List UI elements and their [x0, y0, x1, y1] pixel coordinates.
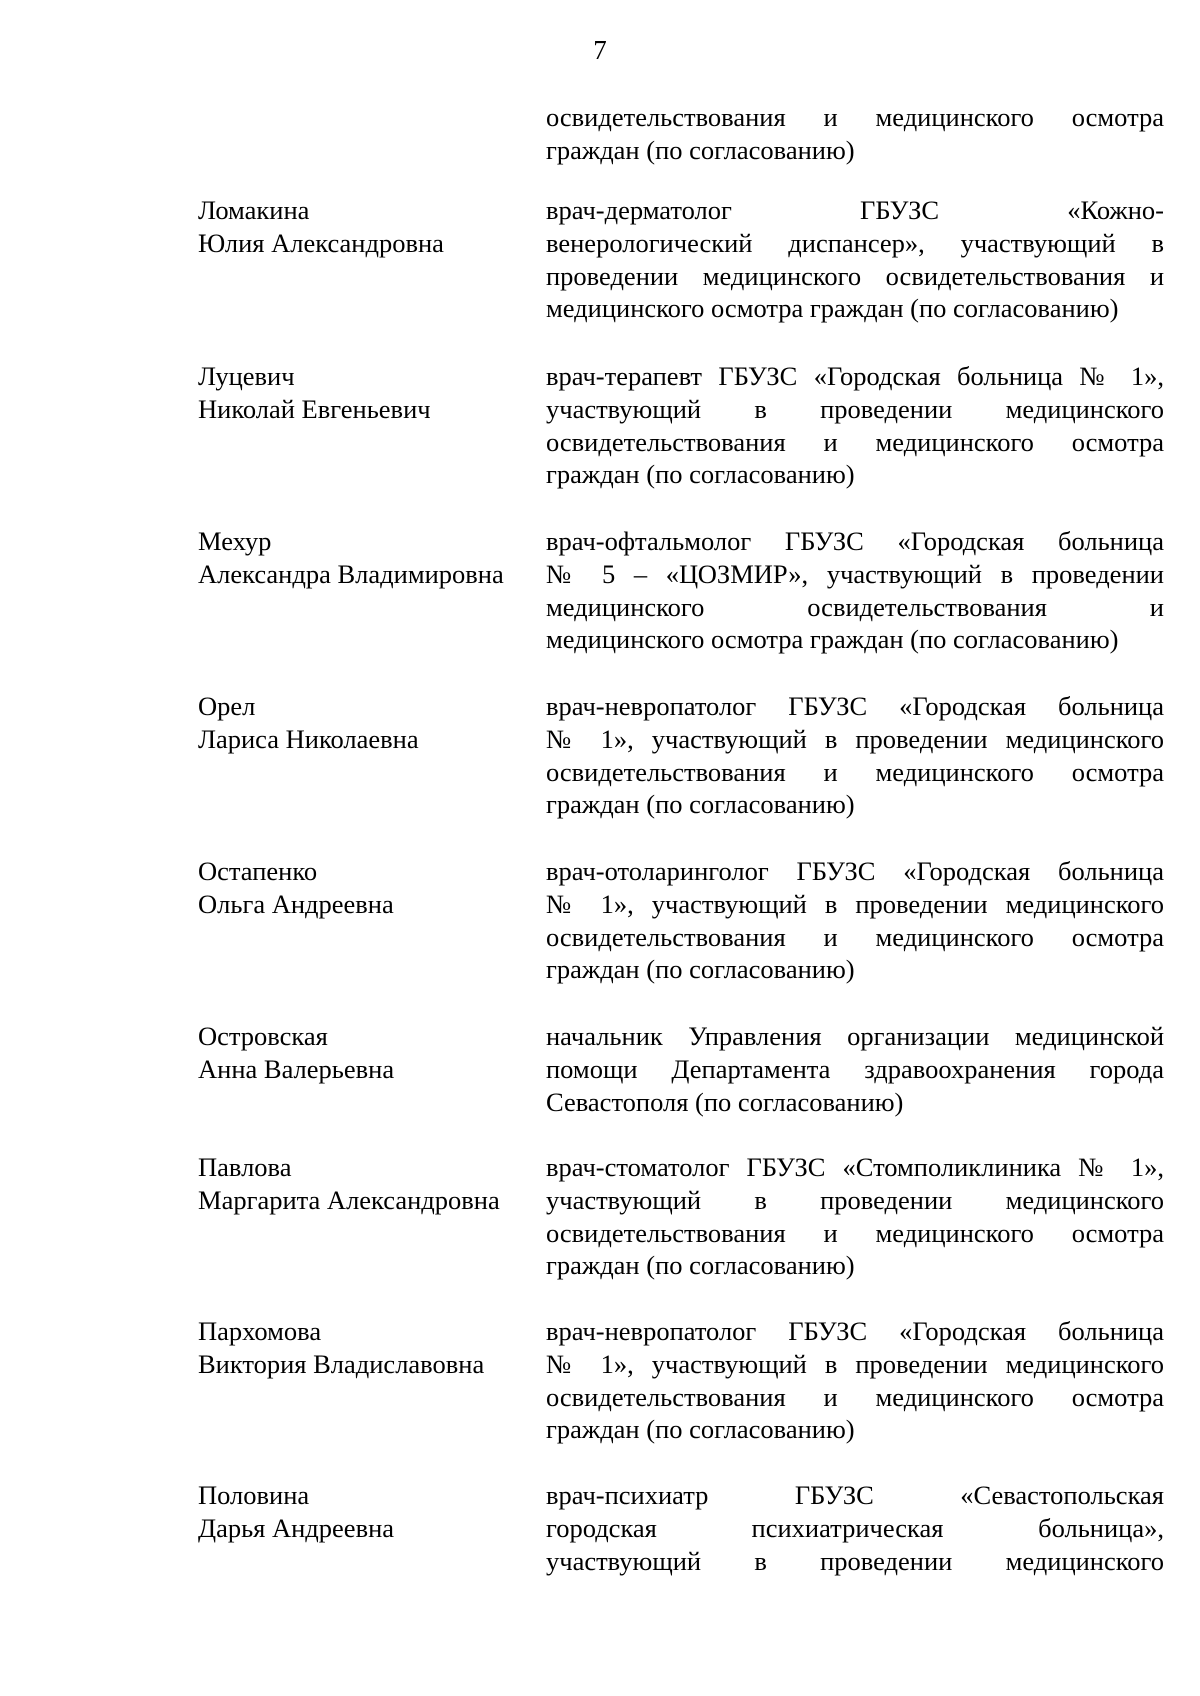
- page-number: 7: [593, 35, 607, 65]
- desc-line: граждан (по согласованию): [546, 1250, 855, 1281]
- member-surname: Половина: [198, 1480, 310, 1510]
- member-surname: Островская: [198, 1021, 328, 1051]
- member-given-name: Анна Валерьевна: [198, 1053, 395, 1084]
- desc-line: граждан (по согласованию): [546, 789, 855, 820]
- desc-line: начальник Управления организации медицинской: [546, 1021, 1164, 1051]
- member-given-name: Лариса Николаевна: [198, 723, 419, 754]
- desc-line: врач-невропатолог ГБУЗС «Городская больница: [546, 1316, 1164, 1346]
- member-surname: Мехур: [198, 526, 272, 556]
- member-name: [198, 194, 444, 260]
- member-role: [546, 690, 1164, 821]
- member-name: [198, 1479, 394, 1545]
- member-role: [546, 525, 1164, 656]
- member-given-name: Ольга Андреевна: [198, 888, 394, 919]
- desc-line: врач-терапевт ГБУЗС «Городская больница № 1»,: [546, 361, 1164, 391]
- member-given-name: Виктория Владиславовна: [198, 1348, 485, 1379]
- member-surname: Пархомова: [198, 1316, 322, 1346]
- member-name: [198, 690, 419, 756]
- desc-line: помощи Департамента здравоохранения города: [546, 1053, 1164, 1084]
- desc-line: врач-психиатр ГБУЗС «Севастопольская: [546, 1480, 1164, 1510]
- desc-line: врач-офтальмолог ГБУЗС «Городская больница: [546, 526, 1164, 556]
- desc-line: городская психиатрическая больница»,: [546, 1512, 1164, 1543]
- member-given-name: Юлия Александровна: [198, 227, 444, 258]
- member-given-name: Дарья Андреевна: [198, 1512, 395, 1543]
- desc-line: освидетельствования и медицинского осмотра: [546, 756, 1164, 787]
- desc-line: медицинского осмотра граждан (по согласованию): [546, 293, 1119, 324]
- desc-line: врач-невропатолог ГБУЗС «Городская больница: [546, 691, 1164, 721]
- desc-line: участвующий в проведении медицинского: [546, 1184, 1164, 1215]
- desc-line: освидетельствования и медицинского осмотра: [546, 1381, 1164, 1412]
- desc-line: № 1», участвующий в проведении медицинского: [546, 1348, 1164, 1379]
- desc-line: врач-дерматолог ГБУЗС «Кожно-: [546, 195, 1164, 225]
- member-given-name: Николай Евгеньевич: [198, 393, 431, 424]
- member-given-name: Александра Владимировна: [198, 558, 504, 589]
- desc-line: освидетельствования и медицинского осмотра: [546, 1217, 1164, 1248]
- desc-line: медицинского освидетельствования и: [546, 591, 1164, 622]
- desc-line: врач-стоматолог ГБУЗС «Стомполиклиника № 1»,: [546, 1152, 1164, 1182]
- member-given-name: Маргарита Александровна: [198, 1184, 500, 1215]
- desc-line: участвующий в проведении медицинского: [546, 393, 1164, 424]
- desc-line: граждан (по согласованию): [546, 134, 855, 165]
- member-role: [546, 1020, 1164, 1118]
- member-name: [198, 525, 504, 591]
- member-name: [198, 855, 394, 921]
- member-role: [546, 194, 1164, 325]
- desc-line: граждан (по согласованию): [546, 1414, 855, 1445]
- desc-line: освидетельствования и медицинского осмотра: [546, 426, 1164, 457]
- desc-line: проведении медицинского освидетельствования и: [546, 260, 1164, 291]
- desc-line: № 1», участвующий в проведении медицинского: [546, 723, 1164, 754]
- desc-line: освидетельствования и медицинского осмотра: [546, 921, 1164, 952]
- member-surname: Орел: [198, 691, 256, 721]
- member-surname: Луцевич: [198, 361, 295, 391]
- member-surname: Ломакина: [198, 195, 310, 225]
- desc-line: № 1», участвующий в проведении медицинского: [546, 888, 1164, 919]
- member-role: [546, 1479, 1164, 1577]
- member-surname: Павлова: [198, 1152, 292, 1182]
- member-name: [198, 1151, 500, 1217]
- desc-line: врач-отоларинголог ГБУЗС «Городская больница: [546, 856, 1164, 886]
- desc-line: участвующий в проведении медицинского: [546, 1545, 1164, 1576]
- desc-line: № 5 – «ЦОЗМИР», участвующий в проведении: [546, 558, 1164, 589]
- desc-line: граждан (по согласованию): [546, 459, 855, 490]
- desc-line: Севастополя (по согласованию): [546, 1086, 904, 1117]
- member-role: [546, 855, 1164, 986]
- member-surname: Остапенко: [198, 856, 318, 886]
- desc-line: венерологический диспансер», участвующий в: [546, 227, 1164, 258]
- member-name: [198, 360, 431, 426]
- member-role: [546, 1151, 1164, 1282]
- member-role: [546, 360, 1164, 491]
- intro-continuation: [546, 101, 1164, 167]
- member-name: [198, 1020, 394, 1086]
- member-role: [546, 1315, 1164, 1446]
- desc-line: медицинского осмотра граждан (по согласованию): [546, 624, 1119, 655]
- desc-line: освидетельствования и медицинского осмотра: [546, 102, 1164, 132]
- member-name: [198, 1315, 484, 1381]
- desc-line: граждан (по согласованию): [546, 954, 855, 985]
